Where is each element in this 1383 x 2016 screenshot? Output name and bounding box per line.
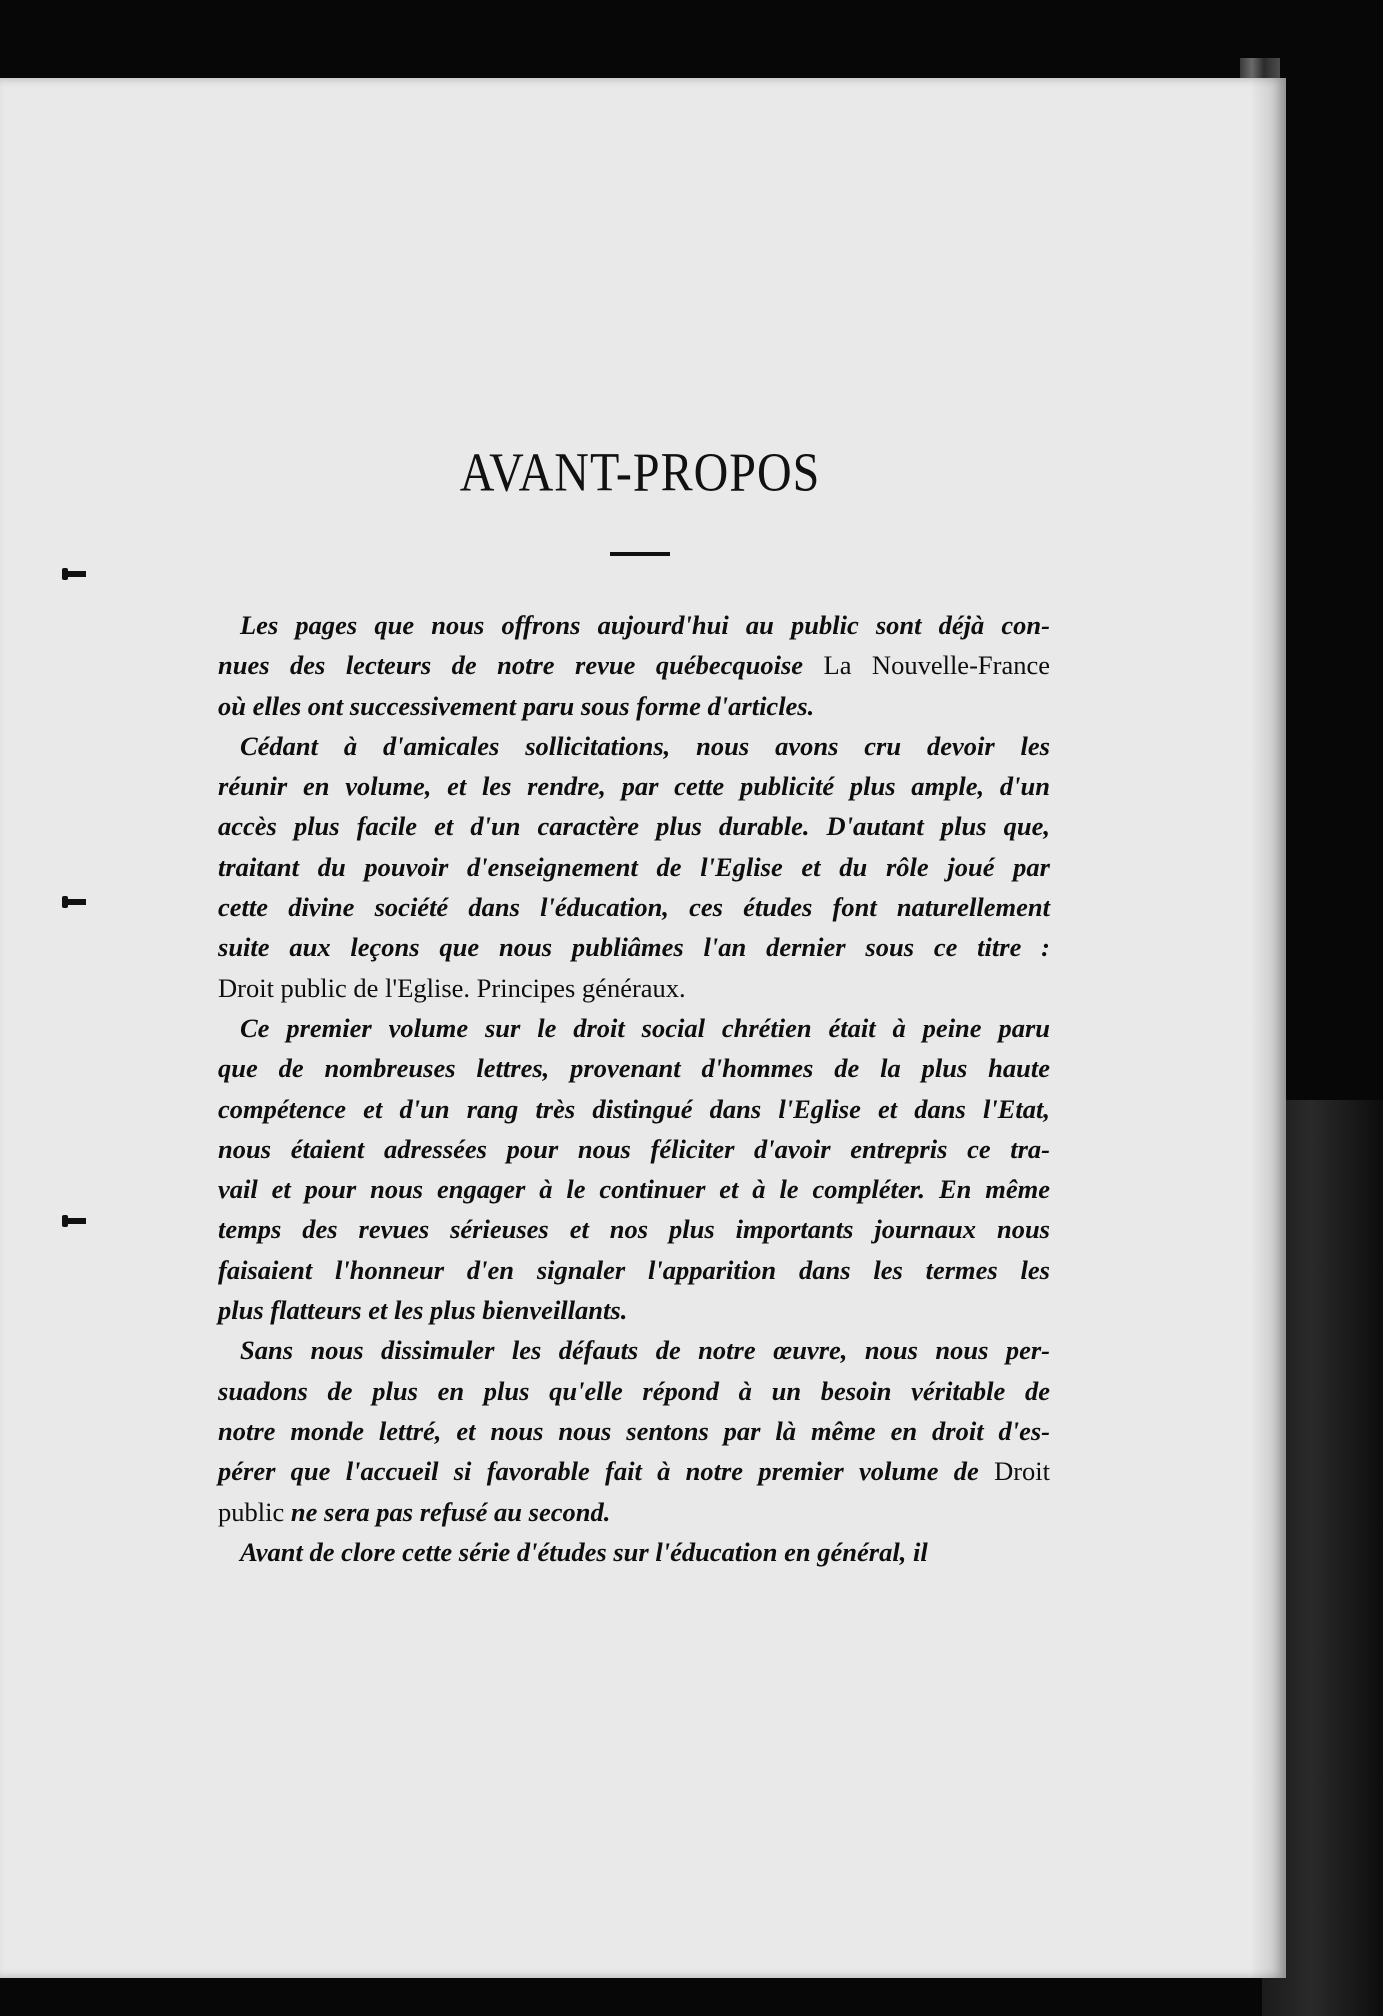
italic-text: que de nombreuses lettres, provenant d'hommes de la plus haute	[218, 1053, 1050, 1084]
italic-text: accès plus facile et d'un caractère plus durable. D'autant plus que,	[218, 811, 1050, 842]
italic-text: ne sera pas refusé au second.	[284, 1496, 611, 1527]
margin-mark	[66, 1218, 86, 1224]
italic-text: Ce premier volume sur le droit social chrétien était à peine paru	[240, 1012, 1050, 1043]
text-line	[218, 968, 1050, 1008]
text-line	[218, 1250, 1050, 1290]
page-title: AVANT-PROPOS	[459, 442, 821, 503]
italic-text: Sans nous dissimuler les défauts de notre œuvre, nous nous per-	[240, 1335, 1050, 1366]
text-line	[218, 1411, 1050, 1451]
text-line	[218, 1089, 1050, 1129]
margin-mark	[66, 571, 86, 577]
margin-mark	[66, 899, 86, 905]
italic-text: temps des revues sérieuses et nos plus importants journaux nous	[218, 1214, 1050, 1245]
italic-text: notre monde lettré, et nous nous sentons par là même en droit d'es-	[218, 1415, 1050, 1446]
text-line	[218, 1532, 1050, 1572]
upright-text: Droit public de l'Eglise. Principes généraux.	[218, 972, 686, 1003]
text-line	[218, 927, 1050, 967]
italic-text: Avant de clore cette série d'études sur l'éducation en général, il	[240, 1536, 928, 1567]
italic-text: où elles ont successivement paru sous forme d'articles.	[218, 690, 815, 721]
italic-text: suite aux leçons que nous publiâmes l'an dernier sous ce titre :	[218, 932, 1050, 963]
text-line	[218, 1129, 1050, 1169]
text-line	[218, 1169, 1050, 1209]
text-line	[218, 1048, 1050, 1088]
paragraph	[218, 726, 1050, 1008]
text-line	[218, 1290, 1050, 1330]
italic-text: réunir en volume, et les rendre, par cette publicité plus ample, d'un	[218, 771, 1050, 802]
text-line	[218, 1209, 1050, 1249]
italic-text: Les pages que nous offrons aujourd'hui au public sont déjà con-	[240, 610, 1050, 640]
italic-text: traitant du pouvoir d'enseignement de l'Eglise et du rôle joué par	[218, 851, 1050, 882]
text-line	[218, 1371, 1050, 1411]
paragraph	[218, 1008, 1050, 1330]
text-line	[218, 887, 1050, 927]
text-line	[218, 1008, 1050, 1048]
text-line	[218, 1492, 1050, 1532]
text-line	[218, 726, 1050, 766]
paragraph	[218, 1532, 1050, 1572]
body-text	[218, 605, 1050, 1572]
page-shadow	[1250, 78, 1286, 1978]
text-line	[218, 645, 1050, 685]
italic-text: plus flatteurs et les plus bienveillants.	[218, 1295, 628, 1326]
text-line	[218, 766, 1050, 806]
text-line	[218, 806, 1050, 846]
text-line	[218, 686, 1050, 726]
text-line	[218, 1330, 1050, 1370]
title-rule	[610, 552, 670, 556]
paragraph	[218, 1330, 1050, 1531]
italic-text: faisaient l'honneur d'en signaler l'apparition dans les termes les	[218, 1254, 1050, 1285]
upright-text: public	[218, 1496, 285, 1527]
italic-text: suadons de plus en plus qu'elle répond à un besoin véritable de	[218, 1375, 1050, 1406]
italic-text: nues des lecteurs de notre revue québecquoise	[218, 650, 824, 681]
italic-text: cette divine société dans l'éducation, ces études font naturellement	[218, 892, 1050, 923]
paragraph	[218, 605, 1050, 726]
upright-text: Droit	[994, 1456, 1050, 1487]
text-line	[218, 847, 1050, 887]
italic-text: vail et pour nous engager à le continuer et à le compléter. En même	[218, 1174, 1050, 1205]
italic-text: pérer que l'accueil si favorable fait à notre premier volume de	[218, 1456, 995, 1487]
text-line	[218, 1451, 1050, 1491]
italic-text: compétence et d'un rang très distingué dans l'Eglise et dans l'Etat,	[218, 1093, 1050, 1124]
italic-text: Cédant à d'amicales sollicitations, nous avons cru devoir les	[240, 730, 1050, 761]
upright-text: La Nouvelle-France	[823, 650, 1050, 681]
italic-text: nous étaient adressées pour nous féliciter d'avoir entrepris ce tra-	[218, 1133, 1050, 1164]
text-line	[218, 605, 1050, 645]
